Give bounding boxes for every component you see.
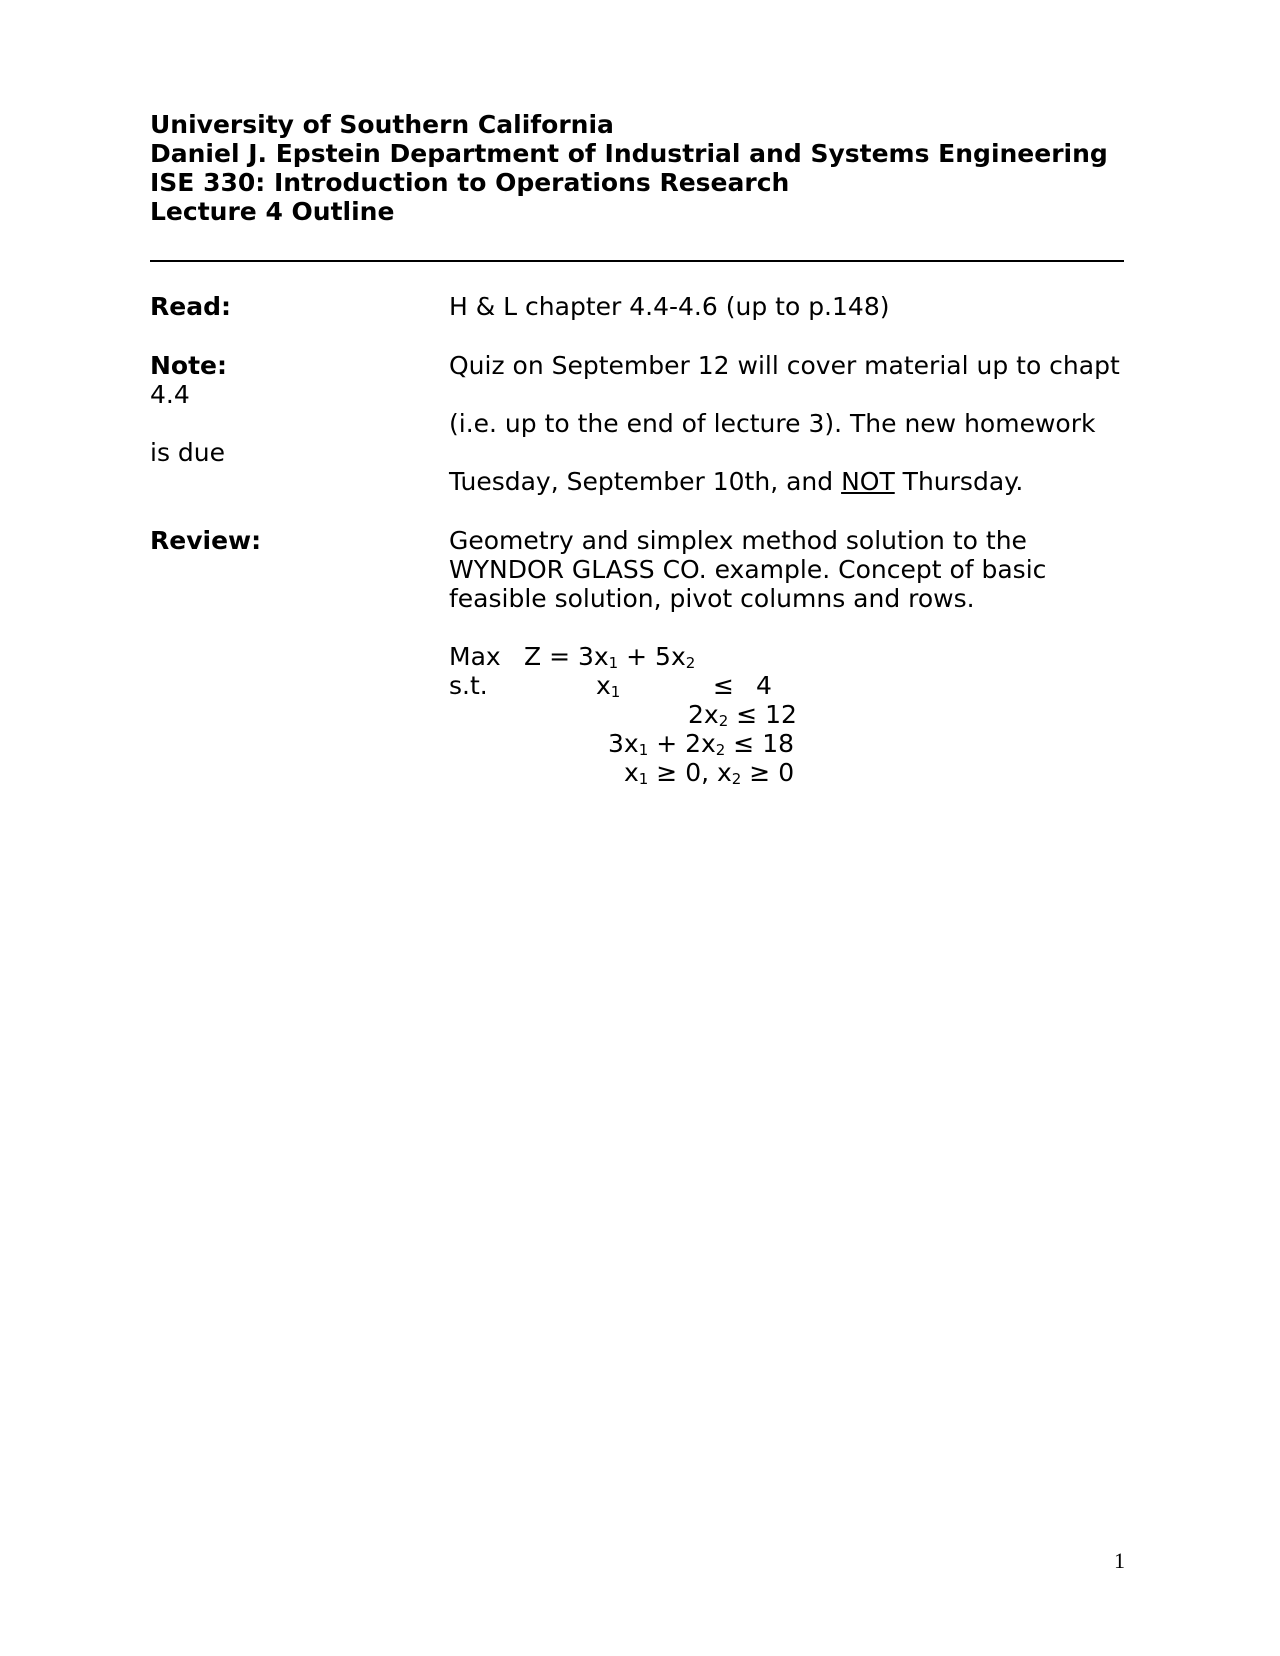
note-wrap-2: is due bbox=[150, 438, 226, 467]
department-name: Daniel J. Epstein Department of Industrial and Systems Engineering bbox=[150, 139, 1108, 168]
lp-st-label: s.t. bbox=[449, 671, 488, 700]
course-title: ISE 330: Introduction to Operations Research bbox=[150, 168, 790, 197]
page-number: 1 bbox=[1114, 1548, 1125, 1573]
note-wrap-1: 4.4 bbox=[150, 380, 190, 409]
lp-objective: $Z = 3x_1 + 5x_2$ bbox=[524, 642, 696, 672]
note-line-3 bbox=[449, 467, 1023, 496]
note-line-3-pre: Tuesday, September 10th, and bbox=[449, 467, 842, 496]
review-line-2: WYNDOR GLASS CO. example. Concept of basic bbox=[449, 555, 1047, 584]
note-line-1: Quiz on September 12 will cover material up to chapt bbox=[449, 351, 1120, 380]
read-label: Read: bbox=[150, 292, 231, 321]
lp-constraint-1-leq: ≤ bbox=[713, 671, 734, 700]
lp-constraint-3: $3x_1 + 2x_2 \le 18$ bbox=[608, 729, 795, 759]
review-line-1: Geometry and simplex method solution to the bbox=[449, 526, 1027, 555]
lp-constraint-2: $2x_2 \le 12$ bbox=[688, 700, 797, 730]
read-text: H & L chapter 4.4-4.6 (up to p.148) bbox=[449, 292, 890, 321]
university-name: University of Southern California bbox=[150, 110, 614, 139]
note-line-3-post: Thursday. bbox=[894, 467, 1024, 496]
review-line-3: feasible solution, pivot columns and rows. bbox=[449, 584, 975, 613]
note-label: Note: bbox=[150, 351, 228, 380]
note-line-2: (i.e. up to the end of lecture 3). The new homework bbox=[449, 409, 1096, 438]
lp-constraint-1-rhs: 4 bbox=[756, 671, 772, 700]
header-divider bbox=[150, 260, 1124, 262]
document-header bbox=[150, 110, 1108, 226]
lecture-title: Lecture 4 Outline bbox=[150, 197, 395, 226]
lp-constraint-1-lhs: $x_1$ bbox=[596, 671, 621, 701]
review-label: Review: bbox=[150, 526, 262, 555]
note-emphasis-not: NOT bbox=[841, 467, 895, 496]
lp-max-label: Max bbox=[449, 642, 501, 671]
lp-nonnegativity: $x_1 \ge 0$, $x_2 \ge 0$ bbox=[624, 758, 795, 788]
